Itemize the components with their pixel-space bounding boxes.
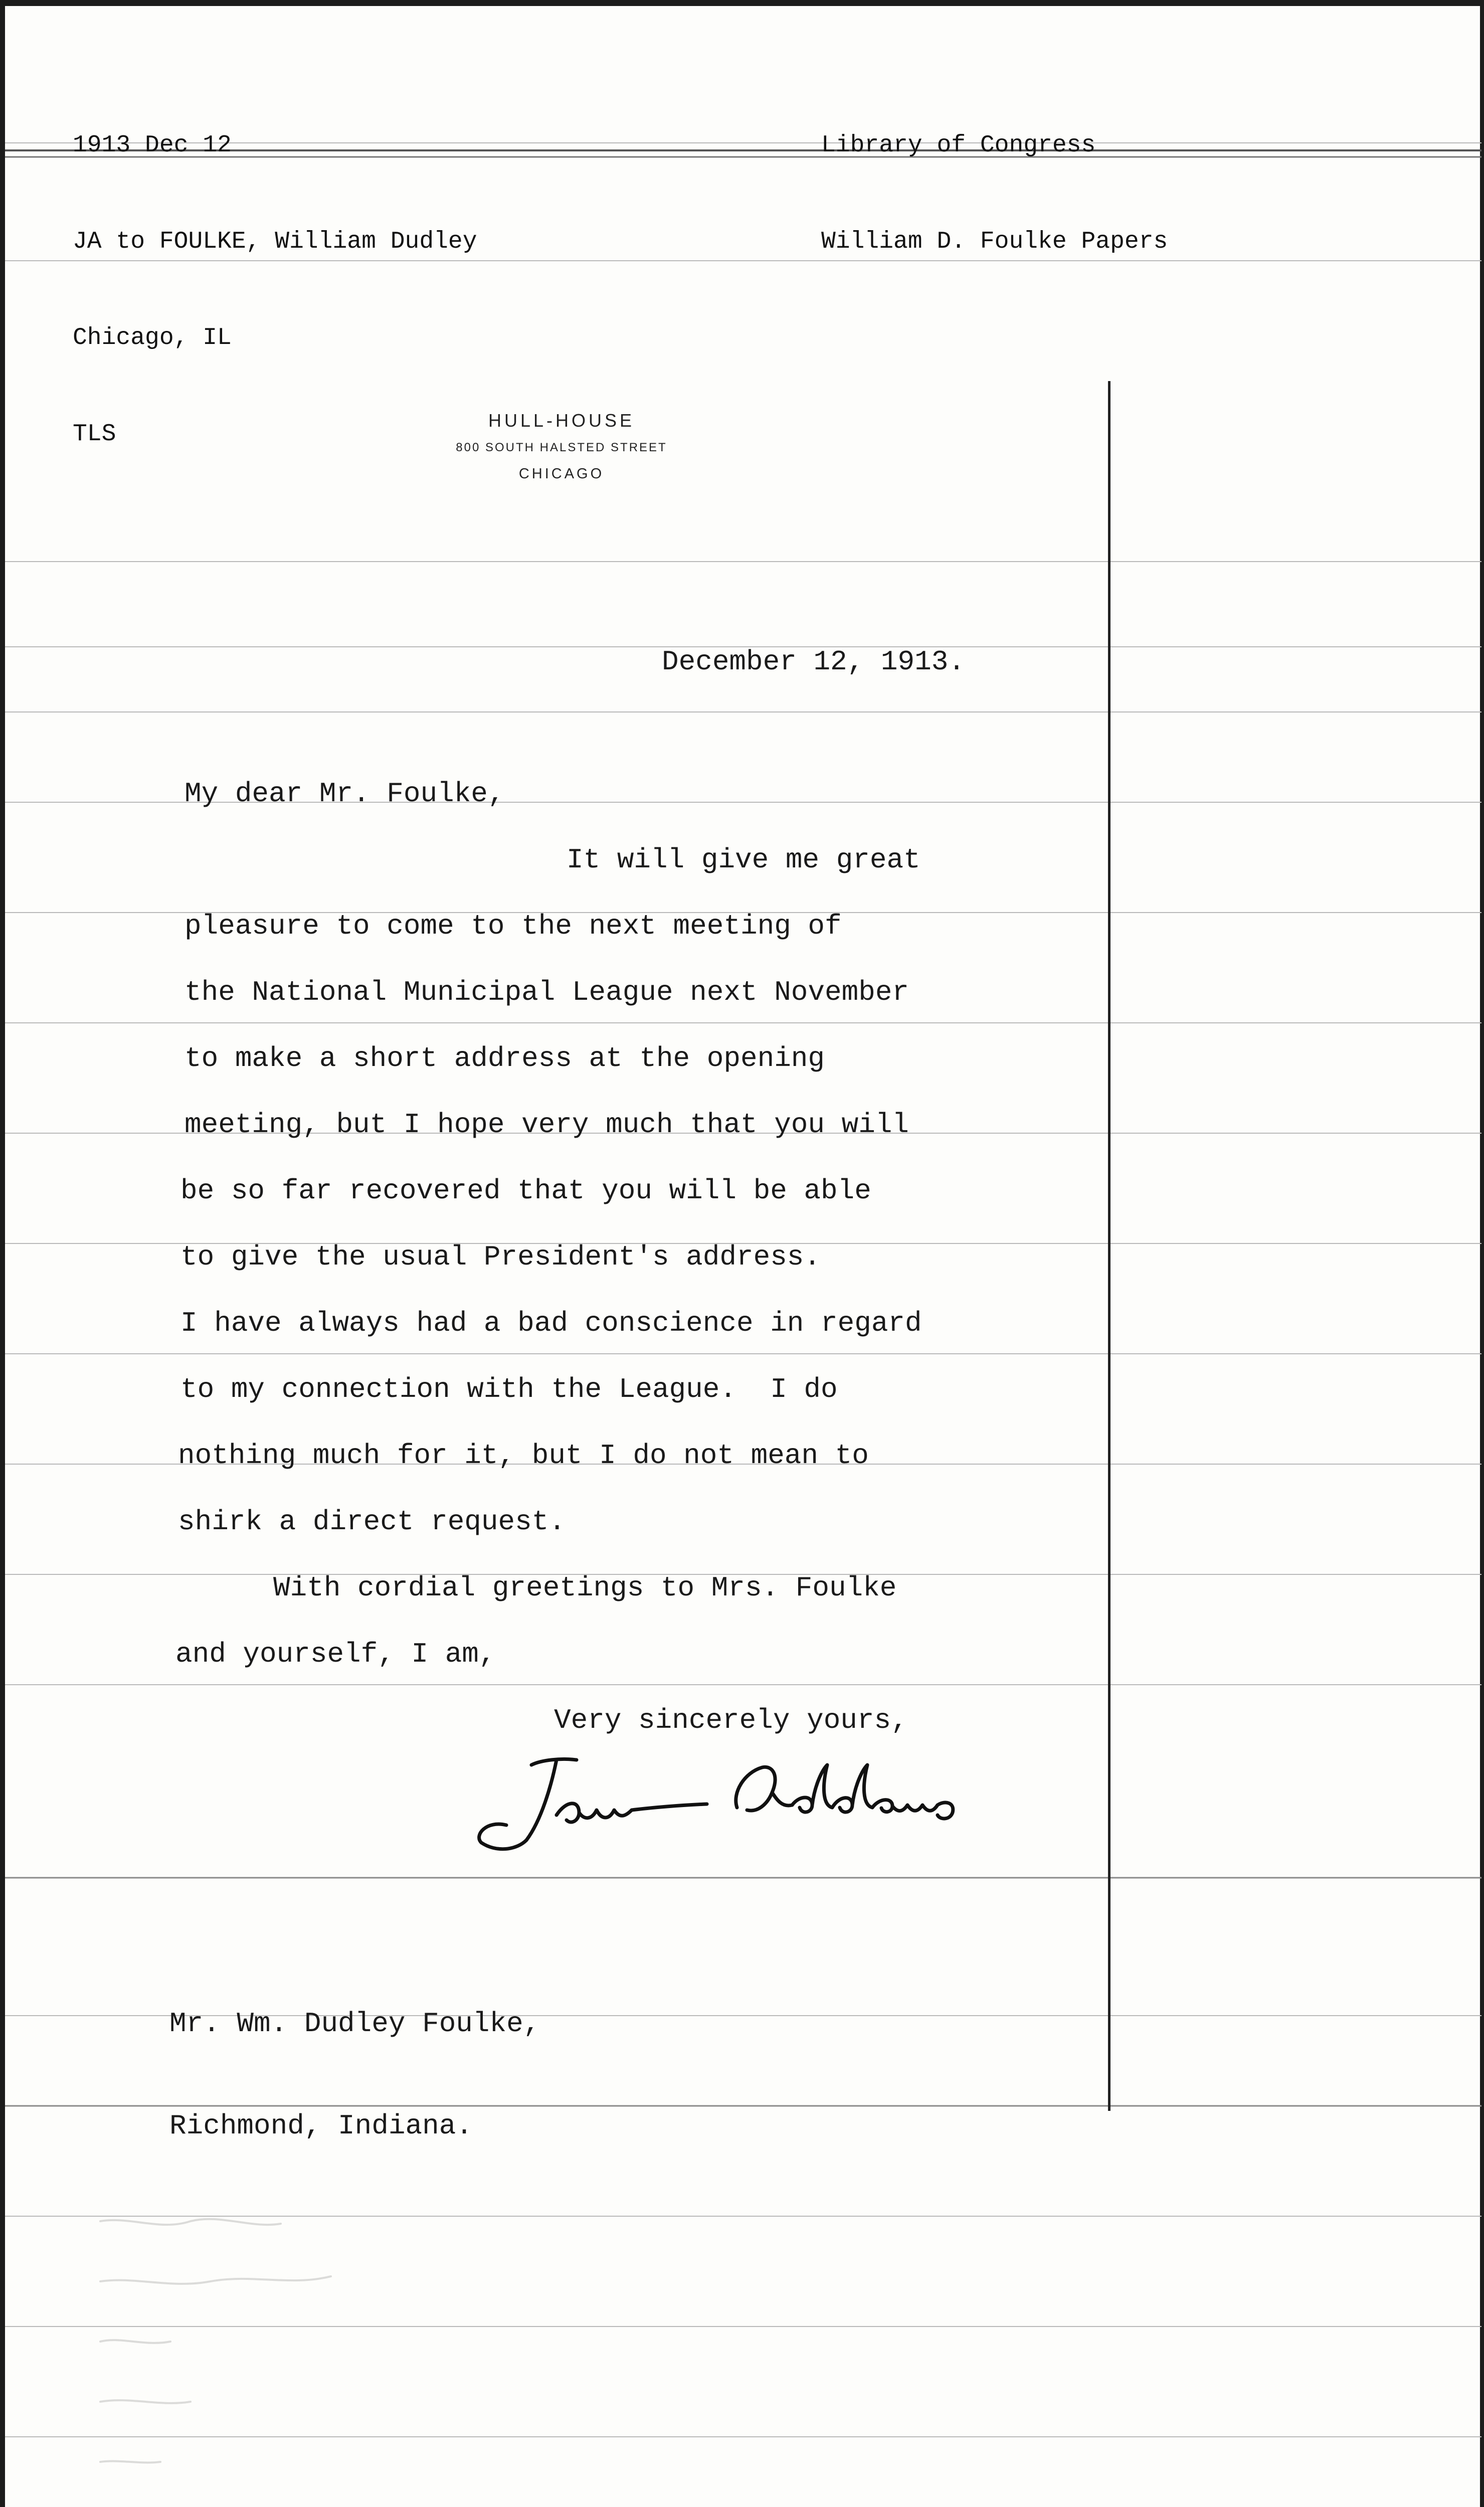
body-line: With cordial greetings to Mrs. Foulke [273, 1572, 897, 1604]
metadata-correspondence: JA to FOULKE, William Dudley [73, 228, 477, 255]
body-line: to my connection with the League. I do [180, 1373, 838, 1405]
letter-closing: Very sincerely yours, [554, 1704, 908, 1736]
body-line: It will give me great [567, 844, 920, 876]
recipient-name: Mr. Wm. Dudley Foulke, [169, 2008, 540, 2040]
letterhead-street: 800 SOUTH HALSTED STREET [456, 441, 667, 454]
body-line: to give the usual President's address. [180, 1241, 821, 1273]
metadata-collection: William D. Foulke Papers [821, 228, 1168, 255]
body-line: shirk a direct request. [178, 1506, 566, 1538]
letterhead-name: HULL-HOUSE [488, 410, 635, 431]
letter-date: December 12, 1913. [662, 646, 965, 678]
handwritten-signature [471, 1745, 1073, 1860]
body-line: I have always had a bad conscience in regard [180, 1307, 922, 1339]
margin-rule [1108, 381, 1110, 2111]
archive-metadata-right [821, 65, 1168, 322]
metadata-date: 1913 Dec 12 [73, 132, 232, 159]
faint-pencil-notes [90, 2201, 692, 2502]
recipient-city: Richmond, Indiana. [169, 2110, 473, 2142]
metadata-repository: Library of Congress [821, 132, 1096, 159]
letterhead-city: CHICAGO [518, 466, 605, 482]
metadata-type: TLS [73, 421, 116, 448]
body-line: the National Municipal League next November [184, 976, 909, 1008]
body-line: meeting, but I hope very much that you will [184, 1109, 909, 1141]
body-line: be so far recovered that you will be able [180, 1175, 871, 1207]
letterhead [381, 406, 742, 487]
body-line: to make a short address at the opening [184, 1042, 825, 1075]
recipient-address [169, 1938, 540, 2211]
metadata-place: Chicago, IL [73, 324, 232, 351]
body-line: pleasure to come to the next meeting of [184, 910, 842, 942]
body-line: nothing much for it, but I do not mean to [178, 1440, 869, 1472]
body-line: and yourself, I am, [175, 1638, 496, 1670]
letter-salutation: My dear Mr. Foulke, [184, 778, 505, 810]
